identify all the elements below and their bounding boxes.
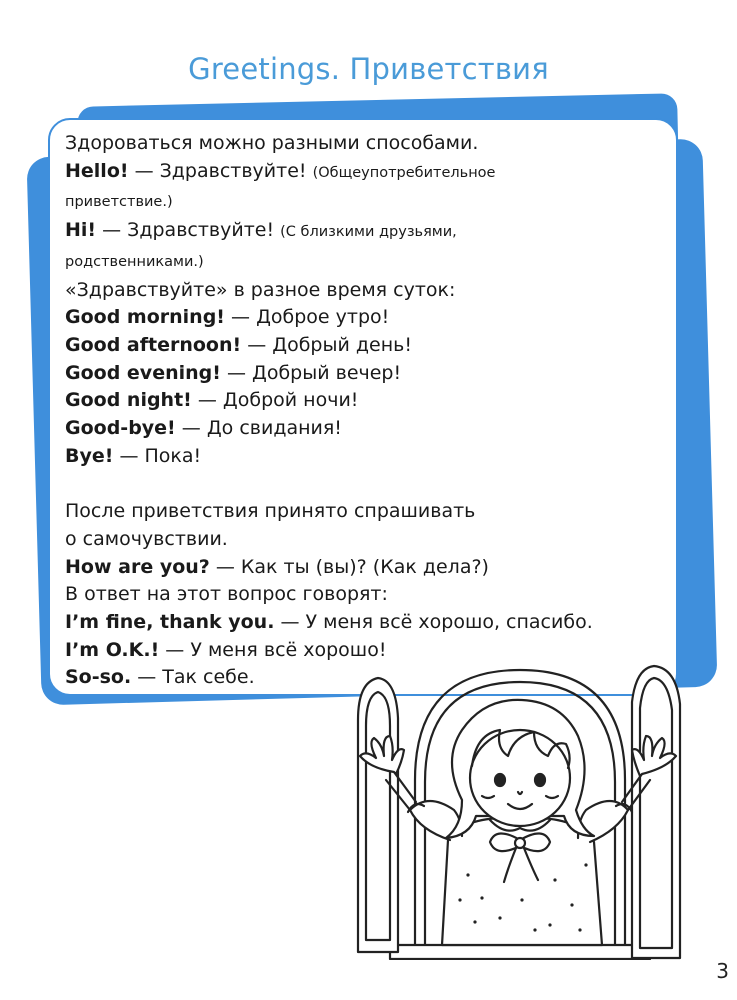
answer-heading: В ответ на этот вопрос говорят: <box>65 583 388 606</box>
good-afternoon-line: Good afternoon! — Добрый день! <box>65 333 412 356</box>
hi-note-line: родственниками.) <box>65 253 204 270</box>
hello-note-line: приветствие.) <box>65 194 173 211</box>
after-greeting-line: После приветствия принято спрашивать <box>65 500 476 523</box>
good-evening-line: Good evening! — Добрый вечер! <box>65 361 402 384</box>
so-so-line: So-so. — Так себе. <box>65 666 255 689</box>
girl-opening-window-icon <box>350 660 690 960</box>
blank-line <box>65 470 675 498</box>
hello-line: Hello! — Здравствуйте! (Общеупотребительное <box>65 159 496 182</box>
good-morning-line: Good morning! — Доброе утро! <box>65 306 390 329</box>
time-of-day-heading: «Здравствуйте» в разное время суток: <box>65 278 456 301</box>
page-title: Greetings. Приветствия <box>188 52 549 86</box>
how-are-you-line: How are you? — Как ты (вы)? (Как дела?) <box>65 555 489 578</box>
hi-line: Hi! — Здравствуйте! (С близкими друзьями, <box>65 219 457 242</box>
greetings-text-block <box>65 130 675 692</box>
bye-line: Bye! — Пока! <box>65 444 202 467</box>
im-fine-line: I’m fine, thank you. — У меня всё хорошо, спасибо. <box>65 610 593 633</box>
im-ok-line: I’m O.K.! — У меня всё хорошо! <box>65 638 387 661</box>
wellbeing-line: о самочувствии. <box>65 527 228 550</box>
good-night-line: Good night! — Доброй ночи! <box>65 389 359 412</box>
page-number: 3 <box>716 959 729 983</box>
good-bye-line: Good-bye! — До свидания! <box>65 417 342 440</box>
intro-line: Здороваться можно разными способами. <box>65 132 479 154</box>
